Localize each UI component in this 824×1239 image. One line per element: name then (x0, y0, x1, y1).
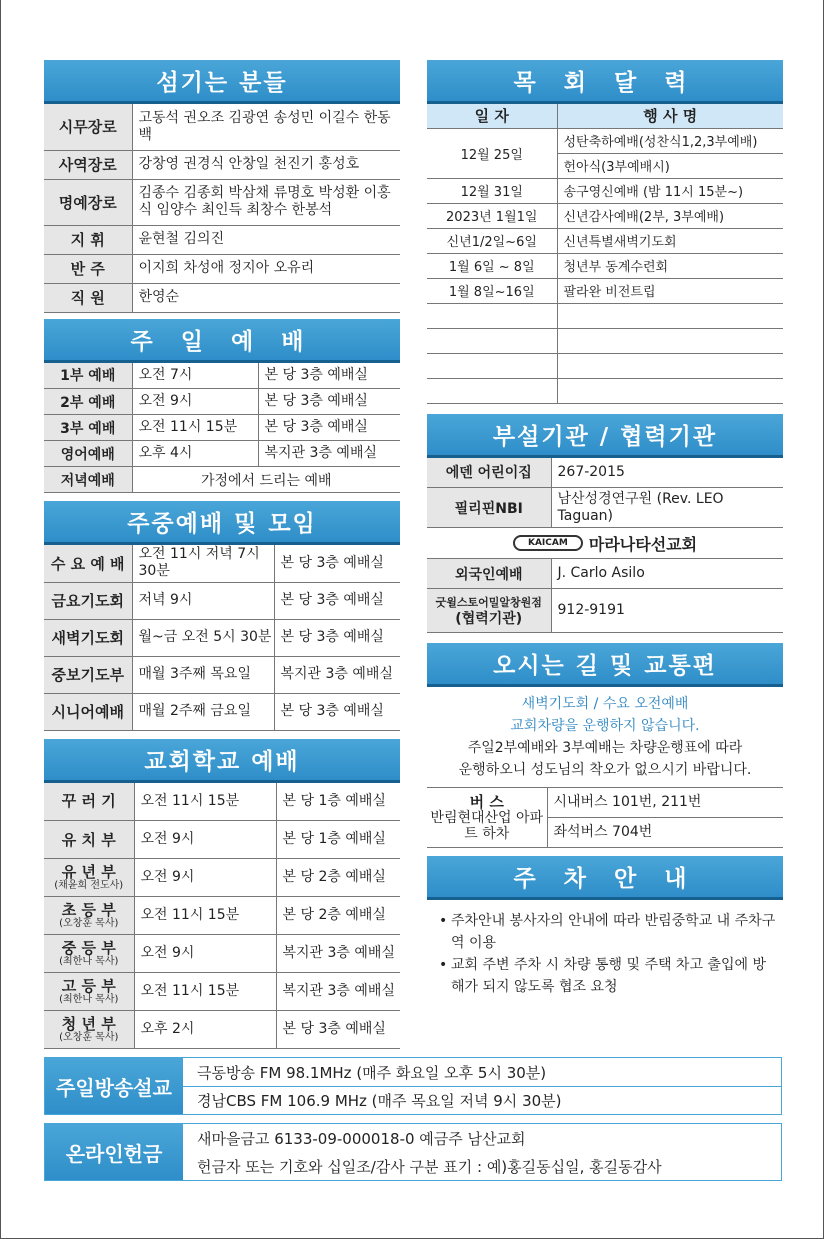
event-name: 성탄축하예배(성찬식1,2,3부예배) (557, 128, 783, 153)
institution-label (427, 589, 551, 633)
service-place: 본 당 3층 예배실 (258, 415, 400, 441)
directions-notice (427, 687, 783, 781)
dept-name: 중 등 부 (61, 939, 116, 957)
table-row (44, 545, 400, 582)
dept-leader: (최한나 목사) (59, 956, 119, 967)
left-column (44, 60, 400, 1049)
table-row (44, 363, 400, 389)
list-item: • 주차안내 봉사자의 안내에 따라 반림중학교 내 주차구역 이용 (439, 910, 777, 954)
bus-seat: 좌석버스 704번 (547, 818, 783, 848)
table-row (44, 693, 400, 730)
directions-header: 오시는 길 및 교통편 (427, 643, 783, 687)
weekday-header: 주중예배 및 모임 (44, 501, 400, 545)
staff-label: 반 주 (44, 254, 132, 283)
kaicam-logo: KAICAM (513, 535, 583, 551)
column-event: 행 사 명 (557, 104, 783, 128)
dept-time: 오전 11시 15분 (134, 783, 276, 821)
table-header-row (427, 104, 783, 128)
institution-value: J. Carlo Asilo (551, 559, 783, 589)
bus-table (427, 787, 783, 848)
dept-time: 오전 9시 (134, 859, 276, 897)
dept-place: 본 당 1층 예배실 (276, 783, 400, 821)
meeting-time: 매월 2주째 금요일 (132, 693, 274, 730)
dept-time: 오전 9시 (134, 935, 276, 973)
service-label: 2부 예배 (44, 389, 132, 415)
table-row (44, 973, 400, 1011)
staff-label: 시무장로 (44, 104, 132, 150)
dept-leader: (오창훈 목사) (59, 918, 119, 929)
table-row (44, 859, 400, 897)
table-row (44, 656, 400, 693)
staff-table (44, 104, 400, 313)
event-name: 헌아식(3부예배시) (557, 153, 783, 178)
table-row (44, 415, 400, 441)
kaicam-row (427, 528, 783, 559)
table-row (427, 253, 783, 278)
bus-stop: 반림현대산업 아파트 하차 (430, 809, 544, 842)
staff-value: 김종수 김종회 박삼채 류명호 박성환 이홍식 임양수 최인득 최창수 한봉석 (132, 179, 400, 225)
bus-label (427, 788, 547, 848)
staff-label: 직 원 (44, 283, 132, 312)
notice-line: 운행하오니 성도님의 착오가 없으시기 바랍니다. (458, 762, 752, 778)
dept-place: 복지관 3층 예배실 (276, 935, 400, 973)
dept-leader: (최한나 목사) (59, 994, 119, 1005)
meeting-place: 본 당 3층 예배실 (274, 545, 400, 582)
dept-leader: (채윤희 전도사) (54, 880, 124, 891)
table-row (427, 178, 783, 203)
institutions-header: 부설기관 / 협력기관 (427, 414, 783, 458)
weekday-table (44, 545, 400, 731)
table-row (427, 528, 783, 559)
table-row (427, 458, 783, 488)
staff-header: 섬기는 분들 (44, 60, 400, 104)
dept-label (44, 897, 134, 935)
school-header: 교회학교 예배 (44, 739, 400, 783)
dept-leader: (오창훈 목사) (59, 1032, 119, 1043)
dept-name: 초 등 부 (61, 901, 116, 919)
staff-label: 지 휘 (44, 225, 132, 254)
table-row (427, 203, 783, 228)
meeting-time: 저녁 9시 (132, 582, 274, 619)
sunday-header: 주 일 예 배 (44, 319, 400, 363)
calendar-table (427, 104, 783, 404)
dept-label (44, 1011, 134, 1049)
meeting-label: 시니어예배 (44, 693, 132, 730)
institution-value: 912-9191 (551, 589, 783, 633)
institutions-table (427, 458, 783, 634)
table-row (44, 179, 400, 225)
table-row (44, 441, 400, 467)
event-name: 팔라완 비전트립 (557, 278, 783, 303)
meeting-time: 오전 11시 저녁 7시 30분 (132, 545, 274, 582)
online-line: 헌금자 또는 기호와 십일조/감사 구분 표기 : 예)홍길동십일, 홍길동감사 (197, 1157, 662, 1176)
dept-name: 꾸 러 기 (61, 792, 116, 811)
table-row (44, 783, 400, 821)
staff-value: 이지희 차성애 정지아 오유리 (132, 254, 400, 283)
service-time: 오전 11시 15분 (132, 415, 258, 441)
empty-row (427, 378, 783, 403)
table-row (427, 128, 783, 153)
table-row (44, 935, 400, 973)
dept-name: 청 년 부 (61, 1015, 116, 1033)
kaicam-name: 마라나타선교회 (588, 534, 698, 554)
service-label: 3부 예배 (44, 415, 132, 441)
online-label: 온라인헌금 (45, 1124, 183, 1180)
dept-label (44, 859, 134, 897)
table-row (44, 1011, 400, 1049)
event-date: 신년1/2일~6일 (427, 228, 557, 253)
dept-place: 본 당 3층 예배실 (276, 1011, 400, 1049)
table-row (427, 228, 783, 253)
table-row (44, 467, 400, 493)
dept-place: 본 당 1층 예배실 (276, 821, 400, 859)
staff-value: 강창영 권경식 안창일 천진기 홍성호 (132, 150, 400, 179)
service-time: 오후 4시 (132, 441, 258, 467)
dept-label (44, 935, 134, 973)
dept-label (44, 973, 134, 1011)
institution-value: 267-2015 (551, 458, 783, 488)
list-item: • 교회 주변 주차 시 차량 통행 및 주택 차고 출입에 방해가 되지 않도록 협조 요청 (439, 954, 777, 998)
meeting-place: 본 당 3층 예배실 (274, 619, 400, 656)
table-row (44, 897, 400, 935)
service-place: 본 당 3층 예배실 (258, 389, 400, 415)
parking-list (427, 900, 783, 998)
dept-name: 유 치 부 (61, 830, 116, 849)
table-row (44, 582, 400, 619)
table-row (427, 278, 783, 303)
service-time: 오전 7시 (132, 363, 258, 389)
event-date: 12월 25일 (427, 128, 557, 178)
parking-header: 주 차 안 내 (427, 856, 783, 900)
notice-line: 주일2부예배와 3부예배는 차량운행표에 따라 (467, 740, 743, 756)
table-row (427, 788, 783, 818)
dept-name: 유 년 부 (61, 863, 116, 881)
meeting-label: 새벽기도회 (44, 619, 132, 656)
school-table (44, 783, 400, 1050)
table-row (44, 389, 400, 415)
event-date: 1월 8일~16일 (427, 278, 557, 303)
table-row (44, 283, 400, 312)
institution-value: 남산성경연구원 (Rev. LEO Taguan) (551, 488, 783, 528)
event-date: 1월 6일 ~ 8일 (427, 253, 557, 278)
institution-label: 에덴 어린이집 (427, 458, 551, 488)
meeting-place: 본 당 3층 예배실 (274, 582, 400, 619)
empty-row (427, 328, 783, 353)
dept-time: 오전 9시 (134, 821, 276, 859)
institution-label: 외국인예배 (427, 559, 551, 589)
staff-value: 윤현철 김의진 (132, 225, 400, 254)
dept-time: 오전 11시 15분 (134, 897, 276, 935)
service-label: 영어예배 (44, 441, 132, 467)
service-label: 1부 예배 (44, 363, 132, 389)
table-row (44, 821, 400, 859)
meeting-time: 월~금 오전 5시 30분 (132, 619, 274, 656)
broadcast-line: 경남CBS FM 106.9 MHz (매주 목요일 저녁 9시 30분) (183, 1086, 781, 1114)
table-row (44, 225, 400, 254)
dept-place: 복지관 3층 예배실 (276, 973, 400, 1011)
meeting-place: 복지관 3층 예배실 (274, 656, 400, 693)
table-row (44, 104, 400, 150)
dept-label (44, 821, 134, 859)
empty-row (427, 303, 783, 328)
event-date: 12월 31일 (427, 178, 557, 203)
bus-city: 시내버스 101번, 211번 (547, 788, 783, 818)
notice-line: 교회차량을 운행하지 않습니다. (510, 718, 700, 734)
broadcast-label: 주일방송설교 (45, 1058, 183, 1114)
staff-label: 사역장로 (44, 150, 132, 179)
meeting-label: 중보기도부 (44, 656, 132, 693)
service-time: 오전 9시 (132, 389, 258, 415)
event-date: 2023년 1월1일 (427, 203, 557, 228)
meeting-place: 본 당 3층 예배실 (274, 693, 400, 730)
event-name: 송구영신예배 (밤 11시 15분~) (557, 178, 783, 203)
empty-row (427, 353, 783, 378)
table-row (427, 488, 783, 528)
event-name: 신년감사예배(2부, 3부예배) (557, 203, 783, 228)
table-row (427, 589, 783, 633)
broadcast-line: 극동방송 FM 98.1MHz (매주 화요일 오후 5시 30분) (197, 1063, 547, 1082)
meeting-label: 수 요 예 배 (44, 545, 132, 582)
column-date: 일 자 (427, 104, 557, 128)
staff-label: 명예장로 (44, 179, 132, 225)
table-row (44, 254, 400, 283)
right-column (427, 60, 783, 998)
meeting-label: 금요기도회 (44, 582, 132, 619)
table-row (44, 150, 400, 179)
service-place: 복지관 3층 예배실 (258, 441, 400, 467)
online-box (44, 1123, 782, 1181)
notice-line: 새벽기도회 / 수요 오전예배 (521, 696, 689, 712)
staff-value: 고동석 권오조 김광연 송성민 이길수 한동백 (132, 104, 400, 150)
goodwill-name: 굿윌스토어밀알창원점 (435, 595, 542, 609)
event-name: 청년부 동계수련회 (557, 253, 783, 278)
staff-value: 한영순 (132, 283, 400, 312)
dept-name: 고 등 부 (61, 977, 116, 995)
broadcast-box (44, 1057, 782, 1115)
dept-place: 본 당 2층 예배실 (276, 859, 400, 897)
table-row (427, 559, 783, 589)
calendar-header: 목 회 달 력 (427, 60, 783, 104)
institution-label: 필리핀NBI (427, 488, 551, 528)
table-row (44, 619, 400, 656)
dept-time: 오후 2시 (134, 1011, 276, 1049)
goodwill-sub: (협력기관) (455, 610, 523, 627)
meeting-time: 매월 3주째 목요일 (132, 656, 274, 693)
service-note: 가정에서 드리는 예배 (132, 467, 400, 493)
event-name: 신년특별새벽기도회 (557, 228, 783, 253)
dept-label (44, 783, 134, 821)
sunday-table (44, 363, 400, 494)
bus-title: 버 스 (469, 792, 504, 811)
dept-time: 오전 11시 15분 (134, 973, 276, 1011)
online-line: 새마을금고 6133-09-000018-0 예금주 남산교회 (197, 1129, 526, 1148)
service-label: 저녁예배 (44, 467, 132, 493)
dept-place: 본 당 2층 예배실 (276, 897, 400, 935)
service-place: 본 당 3층 예배실 (258, 363, 400, 389)
